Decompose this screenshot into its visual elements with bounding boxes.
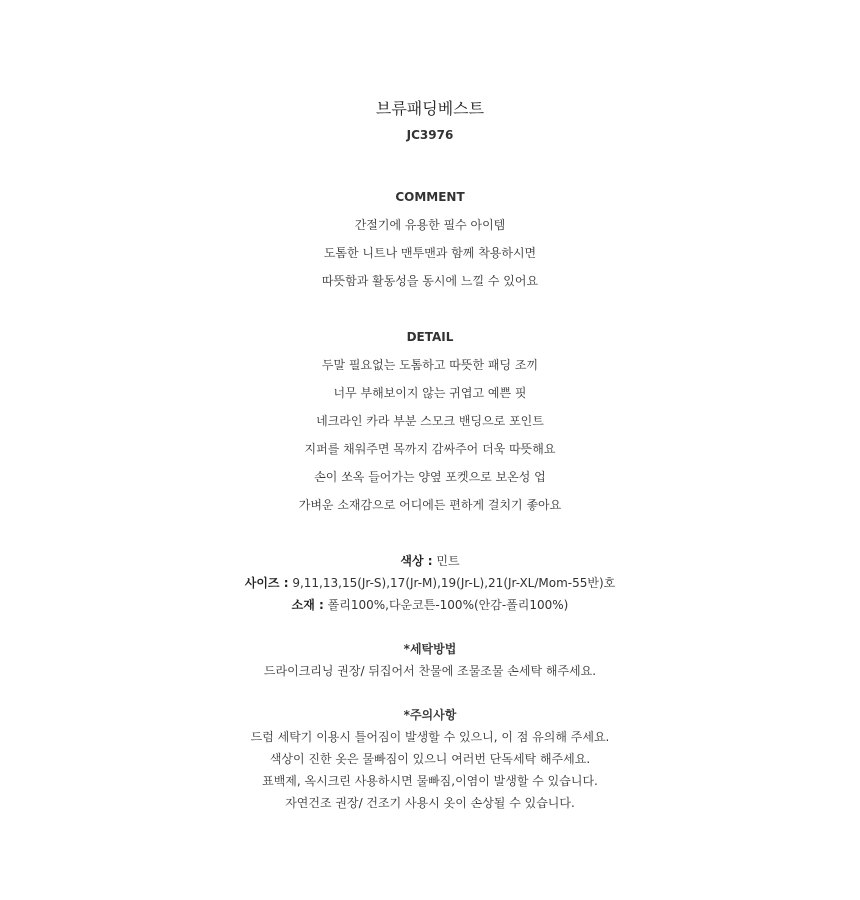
product-code: JC3976 <box>406 128 454 142</box>
spec-material <box>0 597 860 613</box>
caution-line: 색상이 진한 옷은 물빠짐이 있으니 여러번 단독세탁 해주세요. <box>269 752 591 766</box>
detail-line: 가벼운 소재감으로 어디에든 편하게 걸치기 좋아요 <box>298 498 562 512</box>
washing-text: 드라이크리닝 권장/ 뒤집어서 찬물에 조물조물 손세탁 해주세요. <box>263 664 597 678</box>
comment-line: 따뜻함과 활동성을 동시에 느낄 수 있어요 <box>321 274 539 288</box>
detail-line: 네크라인 카라 부분 스모크 밴딩으로 포인트 <box>316 414 544 428</box>
caution-heading: *주의사항 <box>403 708 457 722</box>
caution-line: 자연건조 권장/ 건조기 사용시 옷이 손상될 수 있습니다. <box>285 796 575 810</box>
detail-line: 지퍼를 채워주면 목까지 감싸주어 더욱 따뜻해요 <box>304 442 556 456</box>
comment-line: 간절기에 유용한 필수 아이템 <box>354 218 506 232</box>
comment-line: 도톰한 니트나 맨투맨과 함께 착용하시면 <box>323 246 537 260</box>
detail-line: 손이 쏘옥 들어가는 양옆 포켓으로 보온성 업 <box>314 470 546 484</box>
spec-color <box>0 553 860 569</box>
spec-size-value: 9,11,13,15(Jr-S),17(Jr-M),19(Jr-L),21(Jr-XL/Mom-55반)호 <box>292 576 616 590</box>
spec-color-label: 색상 : <box>400 554 433 568</box>
detail-heading: DETAIL <box>406 330 454 344</box>
comment-heading: COMMENT <box>395 190 465 204</box>
washing-heading: *세탁방법 <box>403 642 457 656</box>
detail-line: 두말 필요없는 도톰하고 따뜻한 패딩 조끼 <box>321 358 539 372</box>
caution-line: 드럼 세탁기 이용시 틀어짐이 발생할 수 있으니, 이 점 유의해 주세요. <box>250 730 610 744</box>
caution-line: 표백제, 옥시크린 사용하시면 물빠짐,이염이 발생할 수 있습니다. <box>262 774 598 788</box>
detail-line: 너무 부해보이지 않는 귀엽고 예쁜 핏 <box>333 386 527 400</box>
spec-material-value: 폴리100%,다운코튼-100%(안감-폴리100%) <box>327 598 569 612</box>
spec-size-label: 사이즈 : <box>244 576 289 590</box>
spec-material-label: 소재 : <box>291 598 324 612</box>
spec-size <box>0 575 860 591</box>
spec-color-value: 민트 <box>436 554 460 568</box>
product-name: 브류패딩베스트 <box>375 99 485 118</box>
